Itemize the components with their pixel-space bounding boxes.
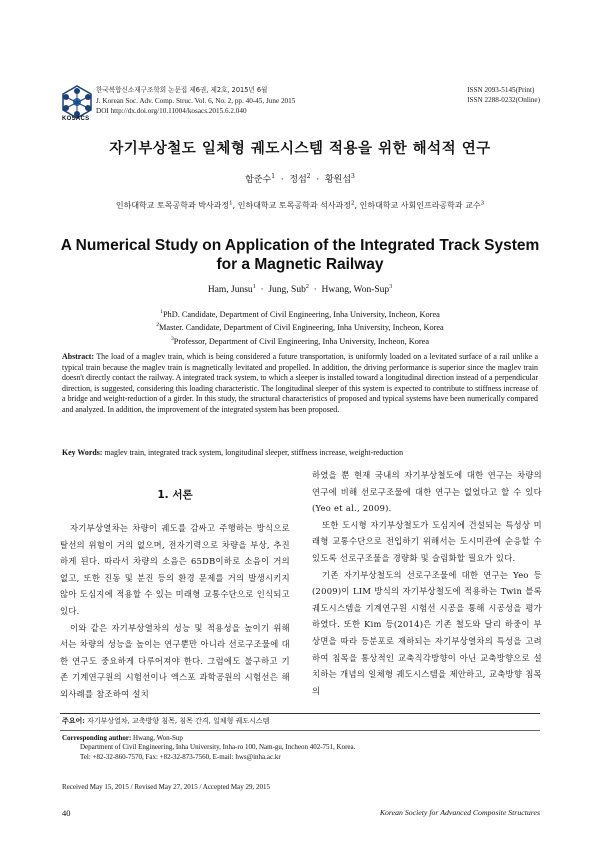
issn-print: ISSN 2093-5145(Print) xyxy=(467,86,535,94)
affiliation-text: PhD. Candidate, Department of Civil Engineering, Inha University, Incheon, Korea xyxy=(162,309,440,319)
abstract-label: Abstract: xyxy=(62,352,94,361)
body-left-column xyxy=(60,487,290,703)
logo-text: KOSACS xyxy=(62,116,90,122)
korean-title: 자기부상철도 일체형 궤도시스템 적용을 위한 해석적 연구 xyxy=(109,141,491,157)
author-separator: · xyxy=(316,175,320,185)
body-paragraph: 또한 도시형 자기부상철도가 도심지에 건설되는 특성상 미래형 교통수단으로 전입하기 위해서는 도시미관에 순응할 수 있도록 선로구조물을 경량화 및 슬림화할 필요가 있다. xyxy=(312,519,542,563)
footnote-divider xyxy=(60,713,540,714)
corresponding-label: Corresponding author: xyxy=(62,734,132,742)
corresponding-line xyxy=(62,734,355,743)
author-name: 함준수 xyxy=(245,175,272,185)
english-title xyxy=(0,236,600,274)
korean-keywords xyxy=(62,716,269,726)
author-sup: 3 xyxy=(389,284,393,290)
affiliation-line xyxy=(0,334,600,347)
page-number: 40 xyxy=(62,808,71,818)
korean-affiliations: 인하대학교 토목공학과 박사과정$^1$, 인하대학교 토목공학과 석사과정$^2$, 인하대학교 사회인프라공학과 교수$^3$ xyxy=(115,200,485,210)
body-right-column xyxy=(312,467,542,699)
author-separator: · xyxy=(260,285,264,296)
affiliation-sup: 1 xyxy=(229,200,233,207)
author-name: 정섭 xyxy=(289,175,307,185)
received-dates: Received May 15, 2015 / Revised May 27, 2015 / Accepted May 29, 2015 xyxy=(62,783,271,791)
corresponding-address: Department of Civil Engineering, Inha University, Inha-ro 100, Nam-gu, Incheon 402-751, Korea. xyxy=(80,743,356,752)
affiliation-text: Professor, Department of Civil Engineering, Inha University, Incheon, Korea xyxy=(173,336,430,346)
journal-korean: 한국복합신소재구조학회 논문집 제6권, 제2호, 2015년 6월 xyxy=(96,86,268,94)
section-heading: 1. 서론 xyxy=(157,489,193,501)
corresponding-author xyxy=(62,734,355,762)
footnote-divider xyxy=(60,730,540,731)
affiliation-sup: 3 xyxy=(170,335,174,342)
doi-link[interactable]: DOI http://dx.doi.org/10.11004/kosacs.2015.6.2.040 xyxy=(96,107,247,115)
keywords-text: maglev train, integrated track system, longitudinal sleeper, stiffness increase, weight-reduction xyxy=(104,448,404,457)
affiliation-line xyxy=(0,320,600,333)
korean-keywords-label: 주요어: xyxy=(62,716,85,725)
affiliation-sup: 1 xyxy=(160,309,163,315)
english-title-line2: for a Magnetic Railway xyxy=(216,256,384,273)
author-name: Hwang, Won-Sup xyxy=(321,285,390,296)
korean-keywords-text: 자기부상열차, 교축방향 침목, 침목 간격, 일체형 궤도시스템 xyxy=(87,717,270,725)
english-authors xyxy=(0,284,600,295)
affiliation-sup: 3 xyxy=(480,200,485,207)
journal-info xyxy=(96,85,295,117)
body-paragraph: 이와 같은 자기부상열차의 성능 및 적용성을 높이기 위해서는 차량의 성능을 높이는 연구뿐만 아니라 선로구조물에 대한 연구도 중요하게 다루어져야 한다. 그럼에도 불구하고 기존 기계연구원의 시험선이나 엑스포 과학공원의 시험선은 해외사례를 참조하여 설치 xyxy=(60,622,290,699)
journal-english: J. Korean Soc. Adv. Comp. Struc. Vol. 6, No. 2, pp. 40-45, June 2015 xyxy=(96,96,296,105)
affiliation: 인하대학교 사회인프라공학과 교수 xyxy=(359,201,481,210)
author-sup: 1 xyxy=(252,284,256,290)
affiliation-line xyxy=(0,307,600,320)
english-title-line1: A Numerical Study on Application of the Integrated Track System xyxy=(60,237,540,254)
english-affiliations xyxy=(0,307,600,347)
body-paragraph: 하였을 뿐 현재 국내의 자기부상철도에 대한 연구는 차량의 연구에 비해 선로구조물에 대한 연구는 없었다고 할 수 있다(Yeo et al., 2009). xyxy=(312,470,542,514)
affiliation: 인하대학교 토목공학과 박사과정 xyxy=(115,201,230,210)
abstract-text: The load of a maglev train, which is being considered a future transportation, is uniformly loaded on a levitated surface of a rail unlike a typical train because the maglev train is magnetically levitated and propelled. In addition, the driving performance is superior since the maglev train doesn't directly contact the railway. A integrated track system, to which a sleeper is installed toward a longitudinal direction instead of a perpendicular direction, is suggested, considering this loading characteristic. The longitudinal sleeper of this system is expected to contribute to stiffness increase of a bridge and weight-reduction of a girder. In this study, the structural characteristics of proposed and typical systems have been numerically compared and analyzed. In addition, the improvement of the integrated system has been proposed. xyxy=(62,352,538,414)
issn-info xyxy=(467,85,540,105)
affiliation-sup: 2 xyxy=(351,200,355,207)
affiliation-sup: 2 xyxy=(156,322,160,329)
affiliation: 인하대학교 토목공학과 석사과정 xyxy=(237,201,352,210)
society-name: Korean Society for Advanced Composite Structures xyxy=(379,808,540,817)
corresponding-name: Hwang, Won-Sup xyxy=(133,734,183,742)
author-sup: 2 xyxy=(305,284,309,290)
author-separator: · xyxy=(280,175,284,185)
author-separator: · xyxy=(313,285,317,296)
body-paragraph: 자기부상열차는 차량이 궤도를 감싸고 주행하는 방식으로 탈선의 위험이 거의 없으며, 전자기력으로 차량을 부상, 추진하게 된다. 따라서 차량의 소음은 65DB이하로 소음이 거의 없고, 또한 진동 및 분진 등의 환경 문제를 거의 발생시키지 않아 도심지에 적용할 수 있는 미래형 교통수단으로 인식되고 있다. xyxy=(60,523,290,616)
keywords xyxy=(62,448,538,457)
body-paragraph: 기존 자기부상철도의 선로구조물에 대한 연구는 Yeo 등(2009)이 LIM 방식의 자기부상철도에 적용하는 Twin 블록 궤도시스템을 기계연구원 시험선 시공을 통해 시공성을 평가하였다. 또한 Kim 등(2014)은 기존 철도와 달리 하중이 부상면을 따라 등분포로 재하되는 자기부상열차의 특성을 고려하여 침목을 통상적인 교축직각방향이 아닌 교축방향으로 설치하는 개념의 일체형 궤도시스템을 제안하고, 교축방향 침목의 xyxy=(312,569,542,696)
author-sup: 1 xyxy=(271,173,276,180)
author-name: Ham, Junsu xyxy=(207,285,253,296)
author-sup: 2 xyxy=(306,173,311,180)
author-sup: 3 xyxy=(351,173,355,180)
kosacs-logo xyxy=(60,84,94,120)
keywords-label: Key Words: xyxy=(62,448,103,457)
author-name: 황원섭 xyxy=(324,175,352,185)
issn-online: ISSN 2288-0232(Online) xyxy=(467,96,540,104)
korean-authors xyxy=(0,172,600,185)
corresponding-contact: Tel: +82-32-860-7570, Fax: +82-32-873-7560, E-mail: hws@inha.ac.kr xyxy=(80,752,281,761)
author-name: Jung, Sub xyxy=(268,285,306,296)
abstract xyxy=(62,352,538,416)
affiliation-text: Master. Candidate, Department of Civil Engineering, Inha University, Incheon, Korea xyxy=(159,323,444,333)
